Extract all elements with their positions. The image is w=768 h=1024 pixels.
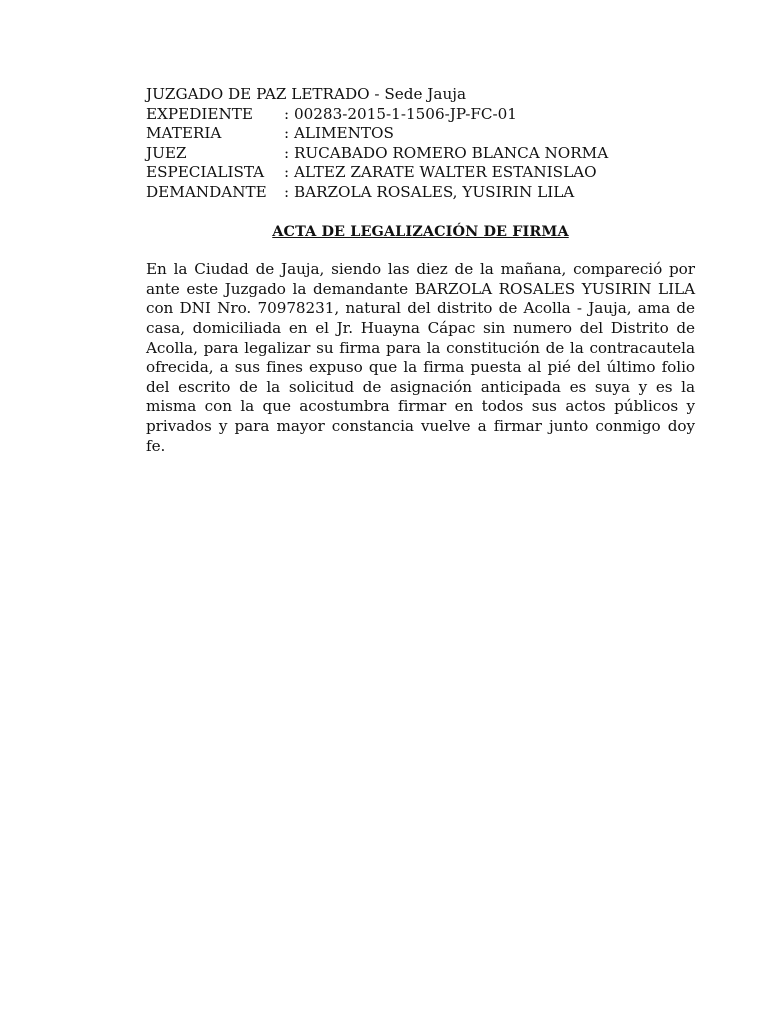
field-row-juez xyxy=(146,144,695,164)
field-label: ESPECIALISTA xyxy=(146,163,265,182)
field-label: DEMANDANTE xyxy=(146,182,267,201)
document-page xyxy=(146,85,695,456)
act-body: En la Ciudad de Jauja, siendo las diez de la mañana, compareció por ante este Juzgado la demandante BARZOLA ROSALES YUSIRIN LILA con DNI Nro. 70978231, natural del distrito de Acolla - Jauja, ama de casa, domiciliada en el Jr. Huayna Cápac sin numero del Distrito de Acolla, para legalizar su firma para la constitución de la contracautela ofrecida, a sus fines expuso que la firma puesta al pié del último folio del escrito de la solicitud de asignación anticipada es suya y es la misma con la que acostumbra firmar en todos sus actos públicos y privados y para mayor constancia vuelve a firmar junto conmigo doy fe. xyxy=(146,260,695,455)
field-label: EXPEDIENTE xyxy=(146,104,253,123)
field-value: : RUCABADO ROMERO BLANCA NORMA xyxy=(284,143,609,162)
field-value: : BARZOLA ROSALES, YUSIRIN LILA xyxy=(284,182,575,201)
field-row-expediente xyxy=(146,105,695,125)
field-row-demandante xyxy=(146,183,695,203)
field-label: JUEZ xyxy=(146,143,187,162)
field-value: : 00283-2015-1-1506-JP-FC-01 xyxy=(284,104,517,123)
act-title: ACTA DE LEGALIZACIÓN DE FIRMA xyxy=(272,222,569,240)
field-row-especialista xyxy=(146,163,695,183)
court-line: JUZGADO DE PAZ LETRADO - Sede Jauja xyxy=(146,85,466,103)
field-label: MATERIA xyxy=(146,124,222,143)
field-value: : ALIMENTOS xyxy=(284,124,394,143)
field-row-materia xyxy=(146,124,695,144)
field-value: : ALTEZ ZARATE WALTER ESTANISLAO xyxy=(284,163,597,182)
